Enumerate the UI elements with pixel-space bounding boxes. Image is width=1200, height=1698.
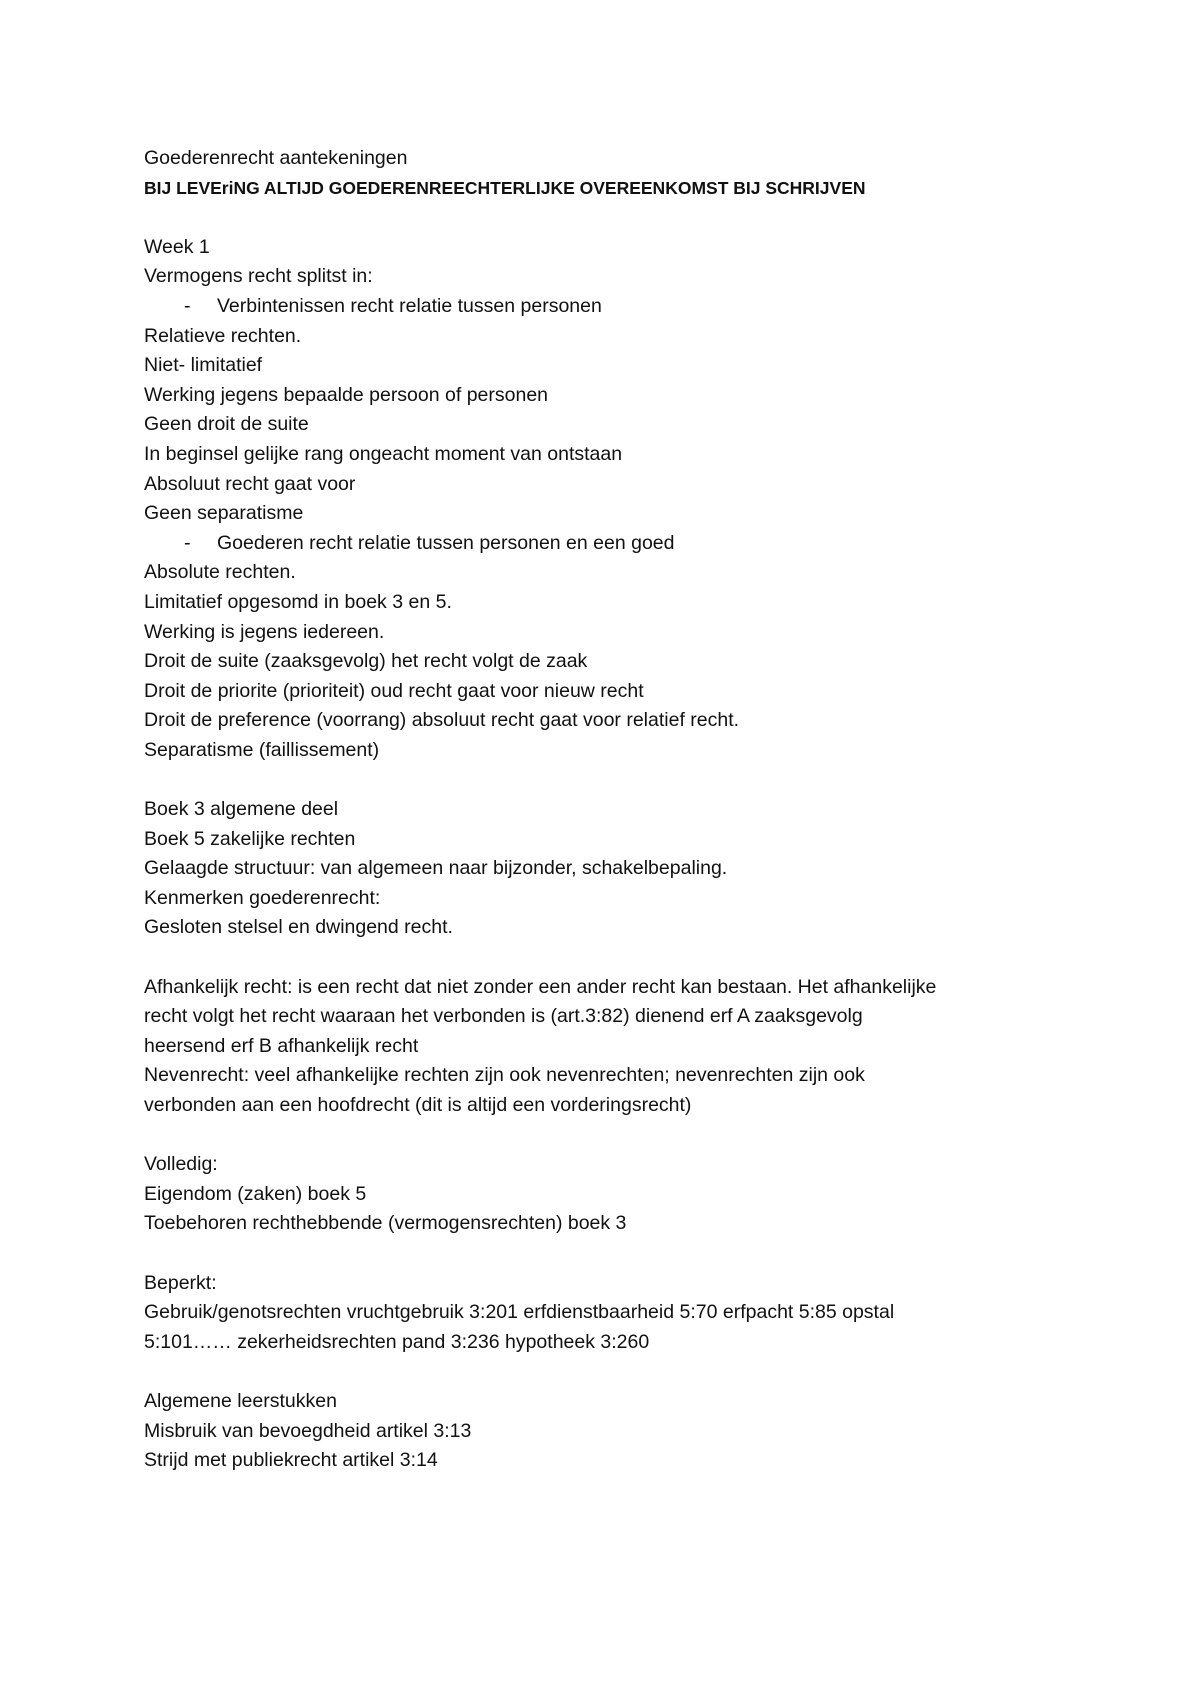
text-line: Werking jegens bepaalde persoon of personen	[144, 383, 549, 406]
text-line: Separatisme (faillissement)	[144, 738, 380, 761]
bullet-text: Verbintenissen recht relatie tussen personen	[217, 294, 602, 317]
text-line: heersend erf B afhankelijk recht	[144, 1034, 419, 1057]
bullet-text: Goederen recht relatie tussen personen en een goed	[217, 531, 675, 554]
text-line: recht volgt het recht waaraan het verbonden is (art.3:82) dienend erf A zaaksgevolg	[144, 1005, 863, 1028]
text-line: Algemene leerstukken	[144, 1389, 337, 1412]
text-line: Toebehoren rechthebbende (vermogensrechten) boek 3	[144, 1212, 627, 1235]
bullet-item	[144, 292, 1064, 322]
text-line: Werking is jegens iedereen.	[144, 620, 385, 643]
text-line: Absoluut recht gaat voor	[144, 472, 356, 495]
intro-line: Vermogens recht splitst in:	[144, 265, 373, 288]
text-line: Relatieve rechten.	[144, 324, 302, 347]
blank-line	[144, 943, 1064, 973]
text-line: Misbruik van bevoegdheid artikel 3:13	[144, 1419, 472, 1442]
text-line: Droit de suite (zaaksgevolg) het recht volgt de zaak	[144, 650, 588, 673]
text-line: Afhankelijk recht: is een recht dat niet zonder een ander recht kan bestaan. Het afhankelijke	[144, 975, 937, 998]
text-line: Beperkt:	[144, 1271, 217, 1294]
text-line: Absolute rechten.	[144, 561, 296, 584]
document-subtitle: BIJ LEVEriNG ALTIJD GOEDERENREECHTERLIJKE OVEREENKOMST BIJ SCHRIJVEN	[144, 177, 866, 198]
text-line: Nevenrecht: veel afhankelijke rechten zijn ook nevenrechten; nevenrechten zijn ook	[144, 1064, 865, 1087]
text-line: Droit de preference (voorrang) absoluut recht gaat voor relatief recht.	[144, 709, 740, 732]
bullet-dash: -	[184, 294, 191, 317]
text-line: In beginsel gelijke rang ongeacht moment van ontstaan	[144, 442, 623, 465]
blank-line	[144, 1121, 1064, 1151]
week-heading: Week 1	[144, 235, 210, 258]
document-body	[144, 144, 1064, 1476]
text-line: Geen droit de suite	[144, 413, 309, 436]
text-line: Kenmerken goederenrecht:	[144, 886, 381, 909]
bullet-dash: -	[184, 531, 191, 554]
text-line: Geen separatisme	[144, 502, 304, 525]
text-line: Boek 3 algemene deel	[144, 798, 339, 821]
text-line: Boek 5 zakelijke rechten	[144, 827, 356, 850]
document-title: Goederenrecht aantekeningen	[144, 147, 408, 169]
text-line: Strijd met publiekrecht artikel 3:14	[144, 1449, 438, 1472]
blank-line	[144, 1239, 1064, 1269]
blank-line	[144, 203, 1064, 233]
text-line: Gelaagde structuur: van algemeen naar bijzonder, schakelbepaling.	[144, 857, 728, 880]
text-line: Gebruik/genotsrechten vruchtgebruik 3:201 erfdienstbaarheid 5:70 erfpacht 5:85 opstal	[144, 1301, 895, 1324]
text-line: Droit de priorite (prioriteit) oud recht gaat voor nieuw recht	[144, 679, 644, 702]
text-line: Limitatief opgesomd in boek 3 en 5.	[144, 590, 452, 613]
text-line: verbonden aan een hoofdrecht (dit is altijd een vorderingsrecht)	[144, 1094, 692, 1116]
text-line: Niet- limitatief	[144, 354, 263, 377]
text-line: Eigendom (zaken) boek 5	[144, 1182, 367, 1205]
text-line: Gesloten stelsel en dwingend recht.	[144, 916, 453, 939]
blank-line	[144, 1357, 1064, 1387]
text-line: 5:101…… zekerheidsrechten pand 3:236 hypotheek 3:260	[144, 1330, 650, 1353]
text-line: Volledig:	[144, 1153, 218, 1176]
blank-line	[144, 765, 1064, 795]
bullet-item	[144, 529, 1064, 559]
